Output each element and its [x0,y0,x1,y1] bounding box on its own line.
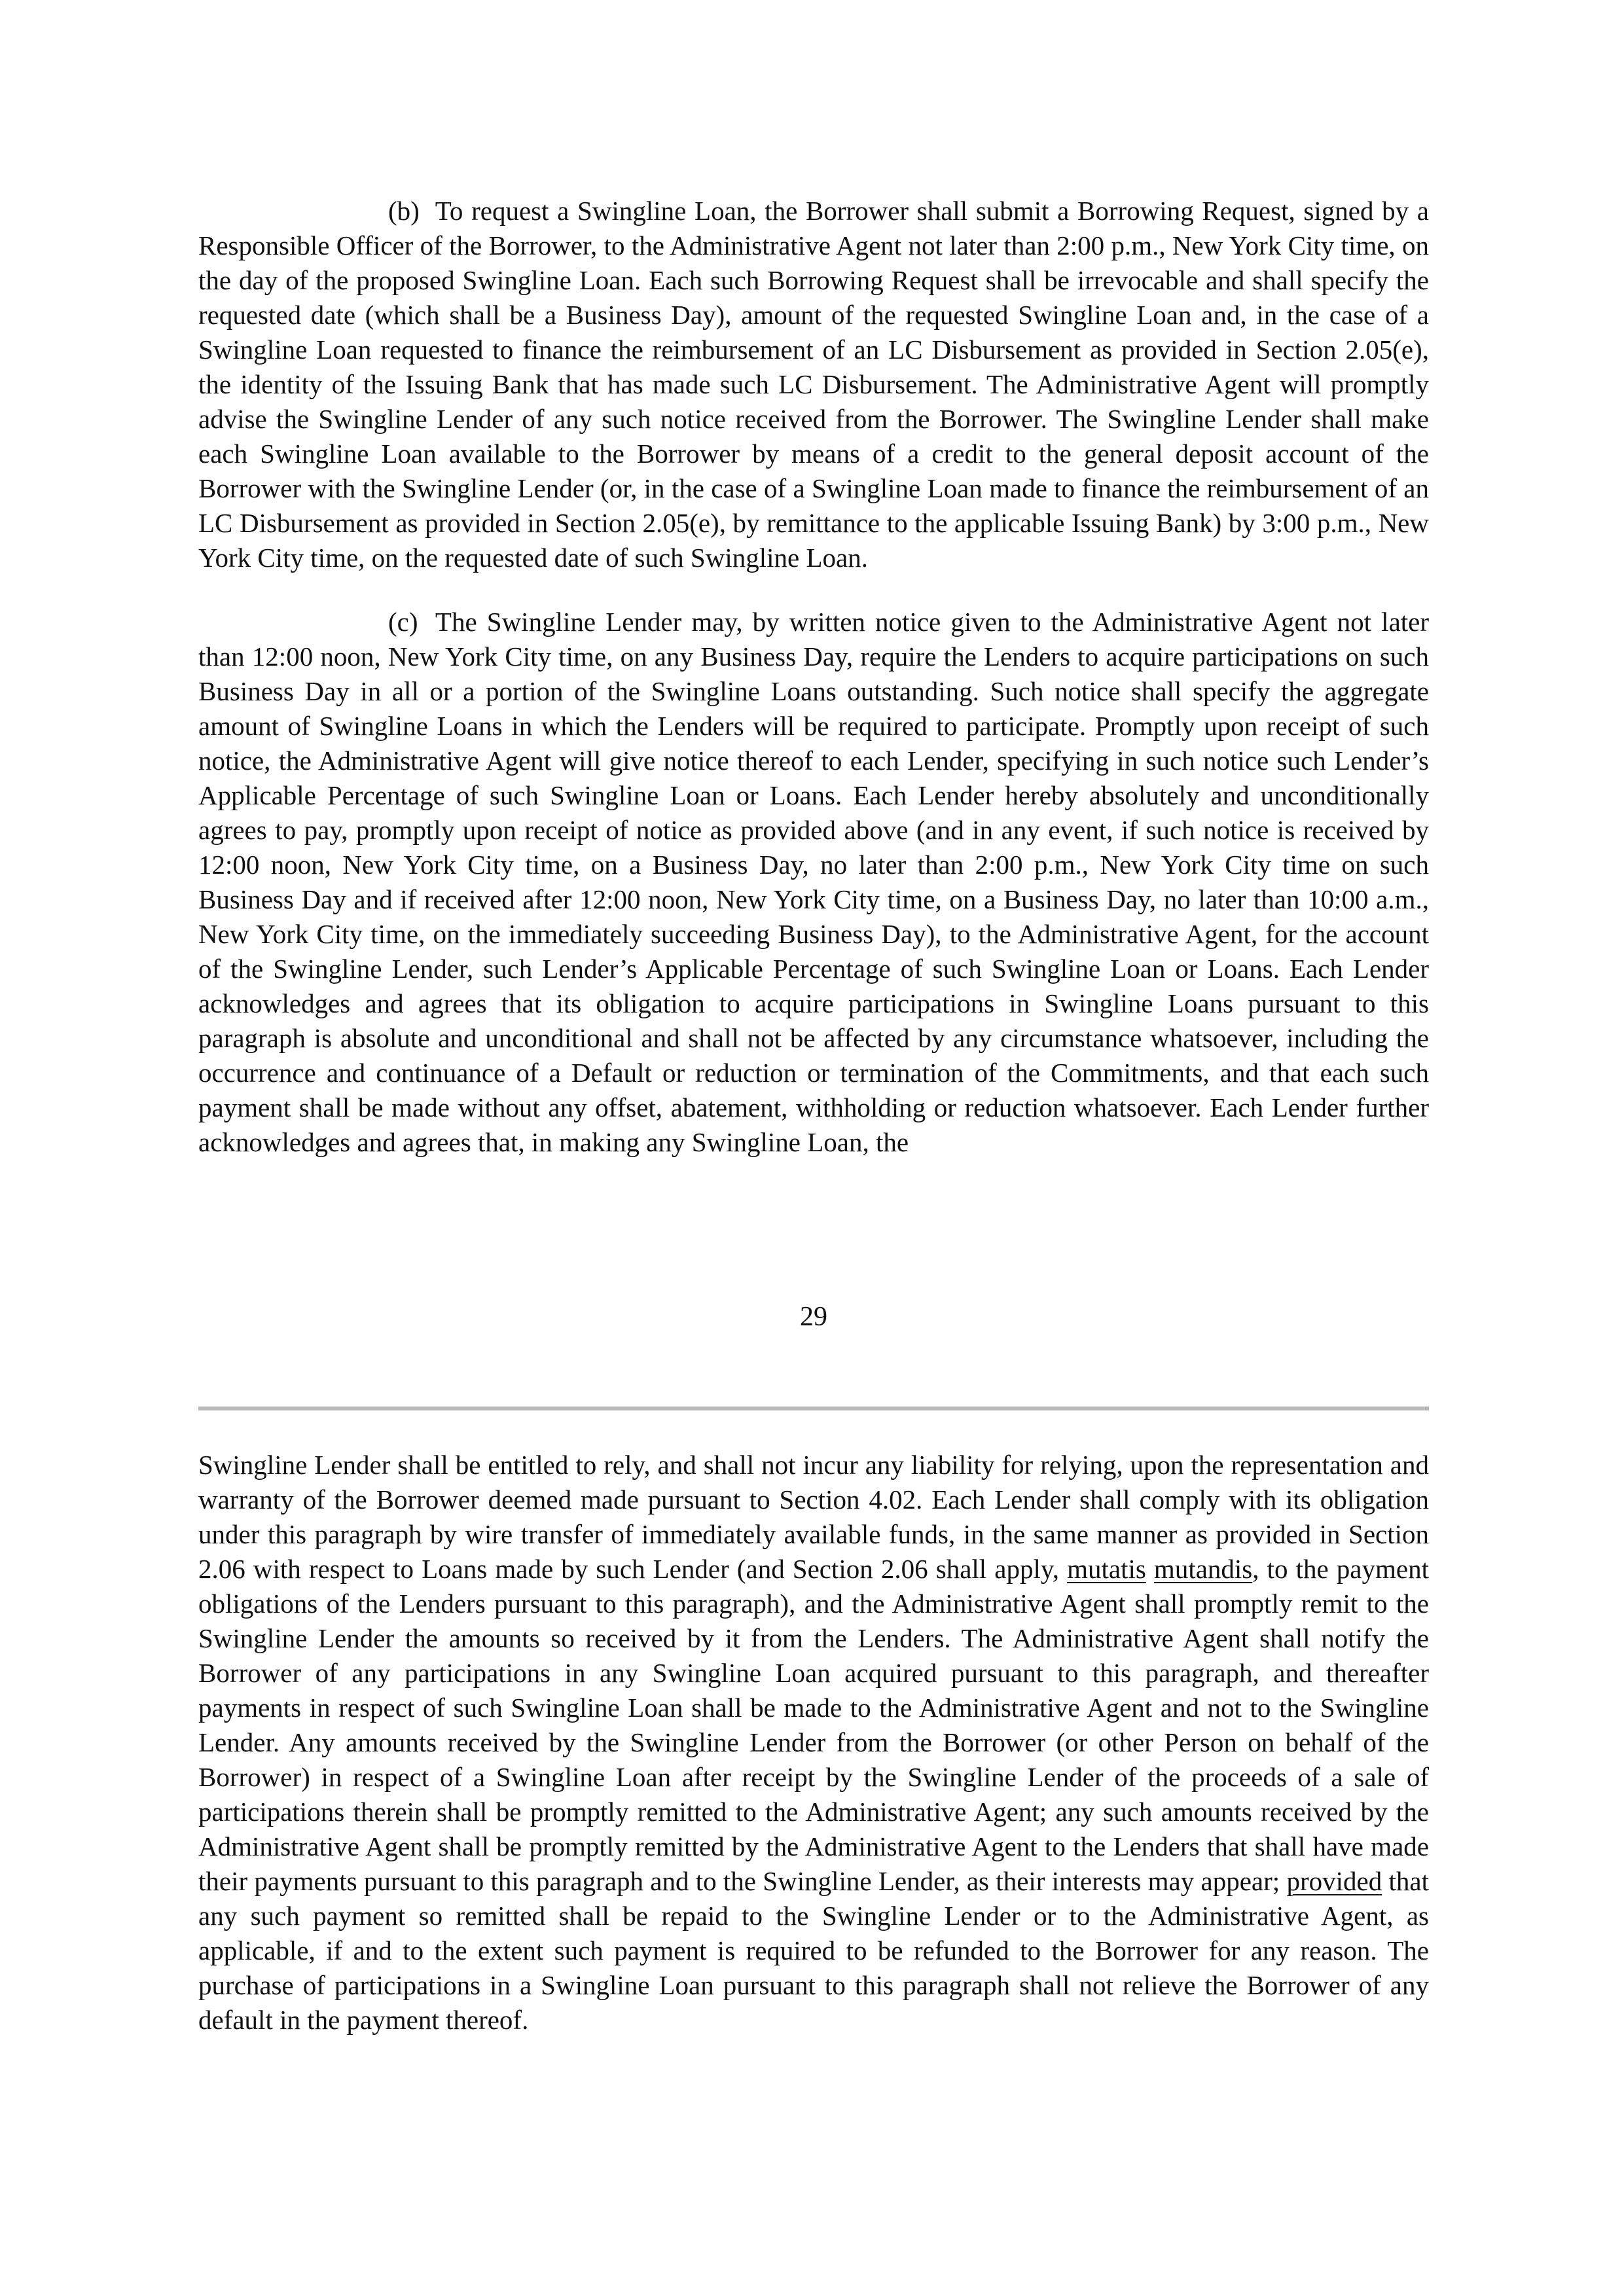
page-break-divider [198,1407,1429,1410]
page-bottom [198,1448,1429,2037]
page-number: 29 [800,1302,827,1332]
paragraph-b-text: To request a Swingline Loan, the Borrower shall submit a Borrowing Request, signed by a Responsible Officer of the Borrower, to the Administrative Agent not later than 2:00 p.m., New York City time, on the day of the proposed Swingline Loan. Each such Borrowing Request shall be irrevocable and shall specify the requested date (which shall be a Business Day), amount of the requested Swingline Loan and, in the case of a Swingline Loan requested to finance the reimbursement of an LC Disbursement as provided in Section 2.05(e), the identity of the Issuing Bank that has made such LC Disbursement. The Administrative Agent will promptly advise the Swingline Lender of any such notice received from the Borrower. The Swingline Lender shall make each Swingline Loan available to the Borrower by means of a credit to the general deposit account of the Borrower with the Swingline Lender (or, in the case of a Swingline Loan made to finance the reimbursement of an LC Disbursement as provided in Section 2.05(e), by remittance to the applicable Issuing Bank) by 3:00 p.m., New York City time, on the requested date of such Swingline Loan. [198,196,1429,573]
term-provided: provided [1286,1866,1382,1896]
paragraph-continuation [198,1448,1429,2037]
paragraph-c-text: The Swingline Lender may, by written notice given to the Administrative Agent not later than 12:00 noon, New York City time, on any Business Day, require the Lenders to acquire participations on such Business Day in all or a portion of the Swingline Loans outstanding. Such notice shall specify the aggregate amount of Swingline Loans in which the Lenders will be required to participate. Promptly upon receipt of such notice, the Administrative Agent will give notice thereof to each Lender, specifying in such notice such Lender’s Applicable Percentage of such Swingline Loan or Loans. Each Lender hereby absolutely and unconditionally agrees to pay, promptly upon receipt of notice as provided above (and in any event, if such notice is received by 12:00 noon, New York City time, on a Business Day, no later than 2:00 p.m., New York City time on such Business Day and if received after 12:00 noon, New York City time, on a Business Day, no later than 10:00 a.m., New York City time, on the immediately succeeding Business Day), to the Administrative Agent, for the account of the Swingline Lender, such Lender’s Applicable Percentage of such Swingline Loan or Loans. Each Lender acknowledges and agrees that its obligation to acquire participations in Swingline Loans pursuant to this paragraph is absolute and unconditional and shall not be affected by any circumstance whatsoever, including the occurrence and continuance of a Default or reduction or termination of the Commitments, and that each such payment shall be made without any offset, abatement, withholding or reduction whatsoever. Each Lender further acknowledges and agrees that, in making any Swingline Loan, the [198,607,1430,1157]
paragraph-b [198,194,1429,575]
continuation-text-part3: that any such payment so remitted shall be repaid to the Swingline Lender or to the Administrative Agent, as applicable, if and to the extent such payment is required to be refunded to the Borrower for any reason. The purchase of participations in a Swingline Loan pursuant to this paragraph shall not relieve the Borrower of any default in the payment thereof. [198,1866,1429,2035]
paragraph-c [198,605,1429,1160]
term-mutandis: mutandis [1153,1554,1253,1584]
page-top [198,194,1429,1160]
continuation-text-part1: Swingline Lender shall be entitled to rely, and shall not incur any liability for relying, upon the representation and warranty of the Borrower deemed made pursuant to Section 4.02. Each Lender shall comply with its obligation under this paragraph by wire transfer of immediately available funds, in the same manner as provided in Section 2.06 with respect to Loans made by such Lender (and Section 2.06 shall apply, [198,1450,1429,1584]
term-mutatis: mutatis [1067,1554,1146,1584]
paragraph-b-tag: (b) [388,196,420,226]
continuation-text-part2: , to the payment obligations of the Lenders pursuant to this paragraph), and the Administrative Agent shall promptly remit to the Swingline Lender the amounts so received by it from the Lenders. The Administrative Agent shall notify the Borrower of any participations in any Swingline Loan acquired pursuant to this paragraph, and thereafter payments in respect of such Swingline Loan shall be made to the Administrative Agent and not to the Swingline Lender. Any amounts received by the Swingline Lender from the Borrower (or other Person on behalf of the Borrower) in respect of a Swingline Loan after receipt by the Swingline Lender of the proceeds of a sale of participations therein shall be promptly remitted to the Administrative Agent; any such amounts received by the Administrative Agent shall be promptly remitted by the Administrative Agent to the Lenders that shall have made their payments pursuant to this paragraph and to the Swingline Lender, as their interests may appear; [198,1554,1429,1896]
paragraph-c-tag: (c) [388,607,418,637]
